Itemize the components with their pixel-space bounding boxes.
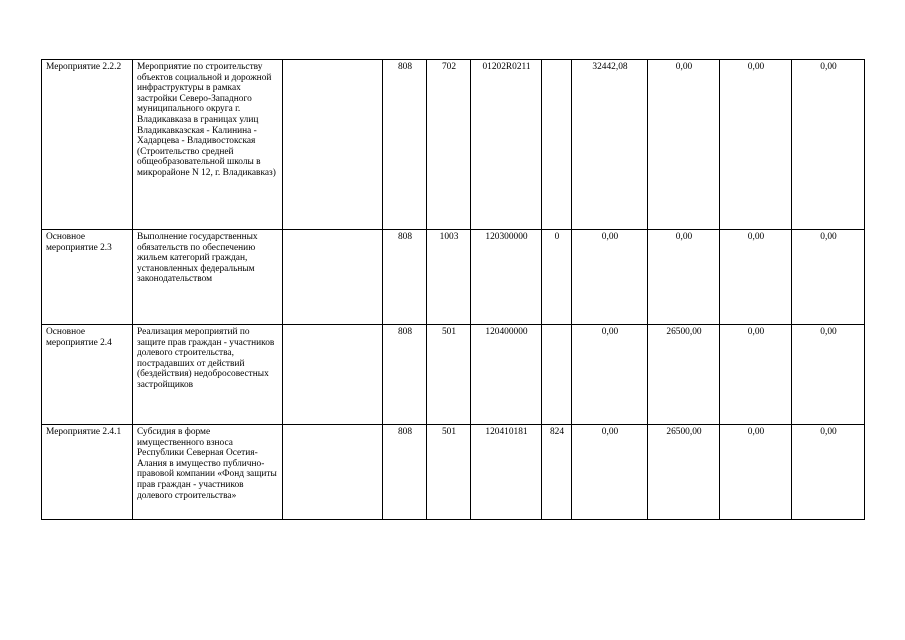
amount-4-cell: 0,00 [792,325,865,425]
csr-cell: 01202R0211 [471,60,542,230]
amount-4-cell: 0,00 [792,60,865,230]
amount-3-cell: 0,00 [720,325,792,425]
executor-cell [283,60,383,230]
amount-1-cell: 0,00 [572,425,648,520]
csr-cell: 120400000 [471,325,542,425]
executor-cell [283,325,383,425]
rzpr-cell: 702 [427,60,471,230]
amount-2-cell: 0,00 [648,230,720,325]
amount-2-cell: 26500,00 [648,325,720,425]
executor-cell [283,230,383,325]
measure-code-cell: Мероприятие 2.4.1 [42,425,133,520]
table-row [42,230,865,325]
grbs-cell: 808 [383,230,427,325]
measure-code-cell: Основное мероприятие 2.3 [42,230,133,325]
budget-table [41,59,865,520]
amount-4-cell: 0,00 [792,425,865,520]
grbs-cell: 808 [383,425,427,520]
amount-2-cell: 26500,00 [648,425,720,520]
table-row [42,60,865,230]
amount-1-cell: 32442,08 [572,60,648,230]
csr-cell: 120410181 [471,425,542,520]
table-row [42,325,865,425]
amount-3-cell: 0,00 [720,230,792,325]
grbs-cell: 808 [383,325,427,425]
amount-4-cell: 0,00 [792,230,865,325]
rzpr-cell: 1003 [427,230,471,325]
amount-3-cell: 0,00 [720,425,792,520]
table-row [42,425,865,520]
measure-name-cell: Реализация мероприятий по защите прав граждан - участников долевого строительства, пострадавших от действий (бездействия) недобросовестных застройщиков [133,325,283,425]
measure-code-cell: Основное мероприятие 2.4 [42,325,133,425]
executor-cell [283,425,383,520]
vr-cell: 824 [542,425,572,520]
amount-1-cell: 0,00 [572,325,648,425]
amount-1-cell: 0,00 [572,230,648,325]
rzpr-cell: 501 [427,325,471,425]
measure-code-cell: Мероприятие 2.2.2 [42,60,133,230]
amount-2-cell: 0,00 [648,60,720,230]
measure-name-cell: Мероприятие по строительству объектов социальной и дорожной инфраструктуры в рамках застройки Северо-Западного муниципального округа г. Владикавказа в границах улиц Владикавказская - Калинина - Хадарцева - Владивостокская (Строительство средней общеобразовательной школы в микрорайоне N 12, г. Владикавказ) [133,60,283,230]
amount-3-cell: 0,00 [720,60,792,230]
rzpr-cell: 501 [427,425,471,520]
vr-cell [542,325,572,425]
csr-cell: 120300000 [471,230,542,325]
grbs-cell: 808 [383,60,427,230]
vr-cell [542,60,572,230]
measure-name-cell: Субсидия в форме имущественного взноса Республики Северная Осетия-Алания в имущество публично-правовой компании «Фонд защиты прав граждан - участников долевого строительства» [133,425,283,520]
vr-cell: 0 [542,230,572,325]
measure-name-cell: Выполнение государственных обязательств по обеспечению жильем категорий граждан, установленных федеральным законодательством [133,230,283,325]
